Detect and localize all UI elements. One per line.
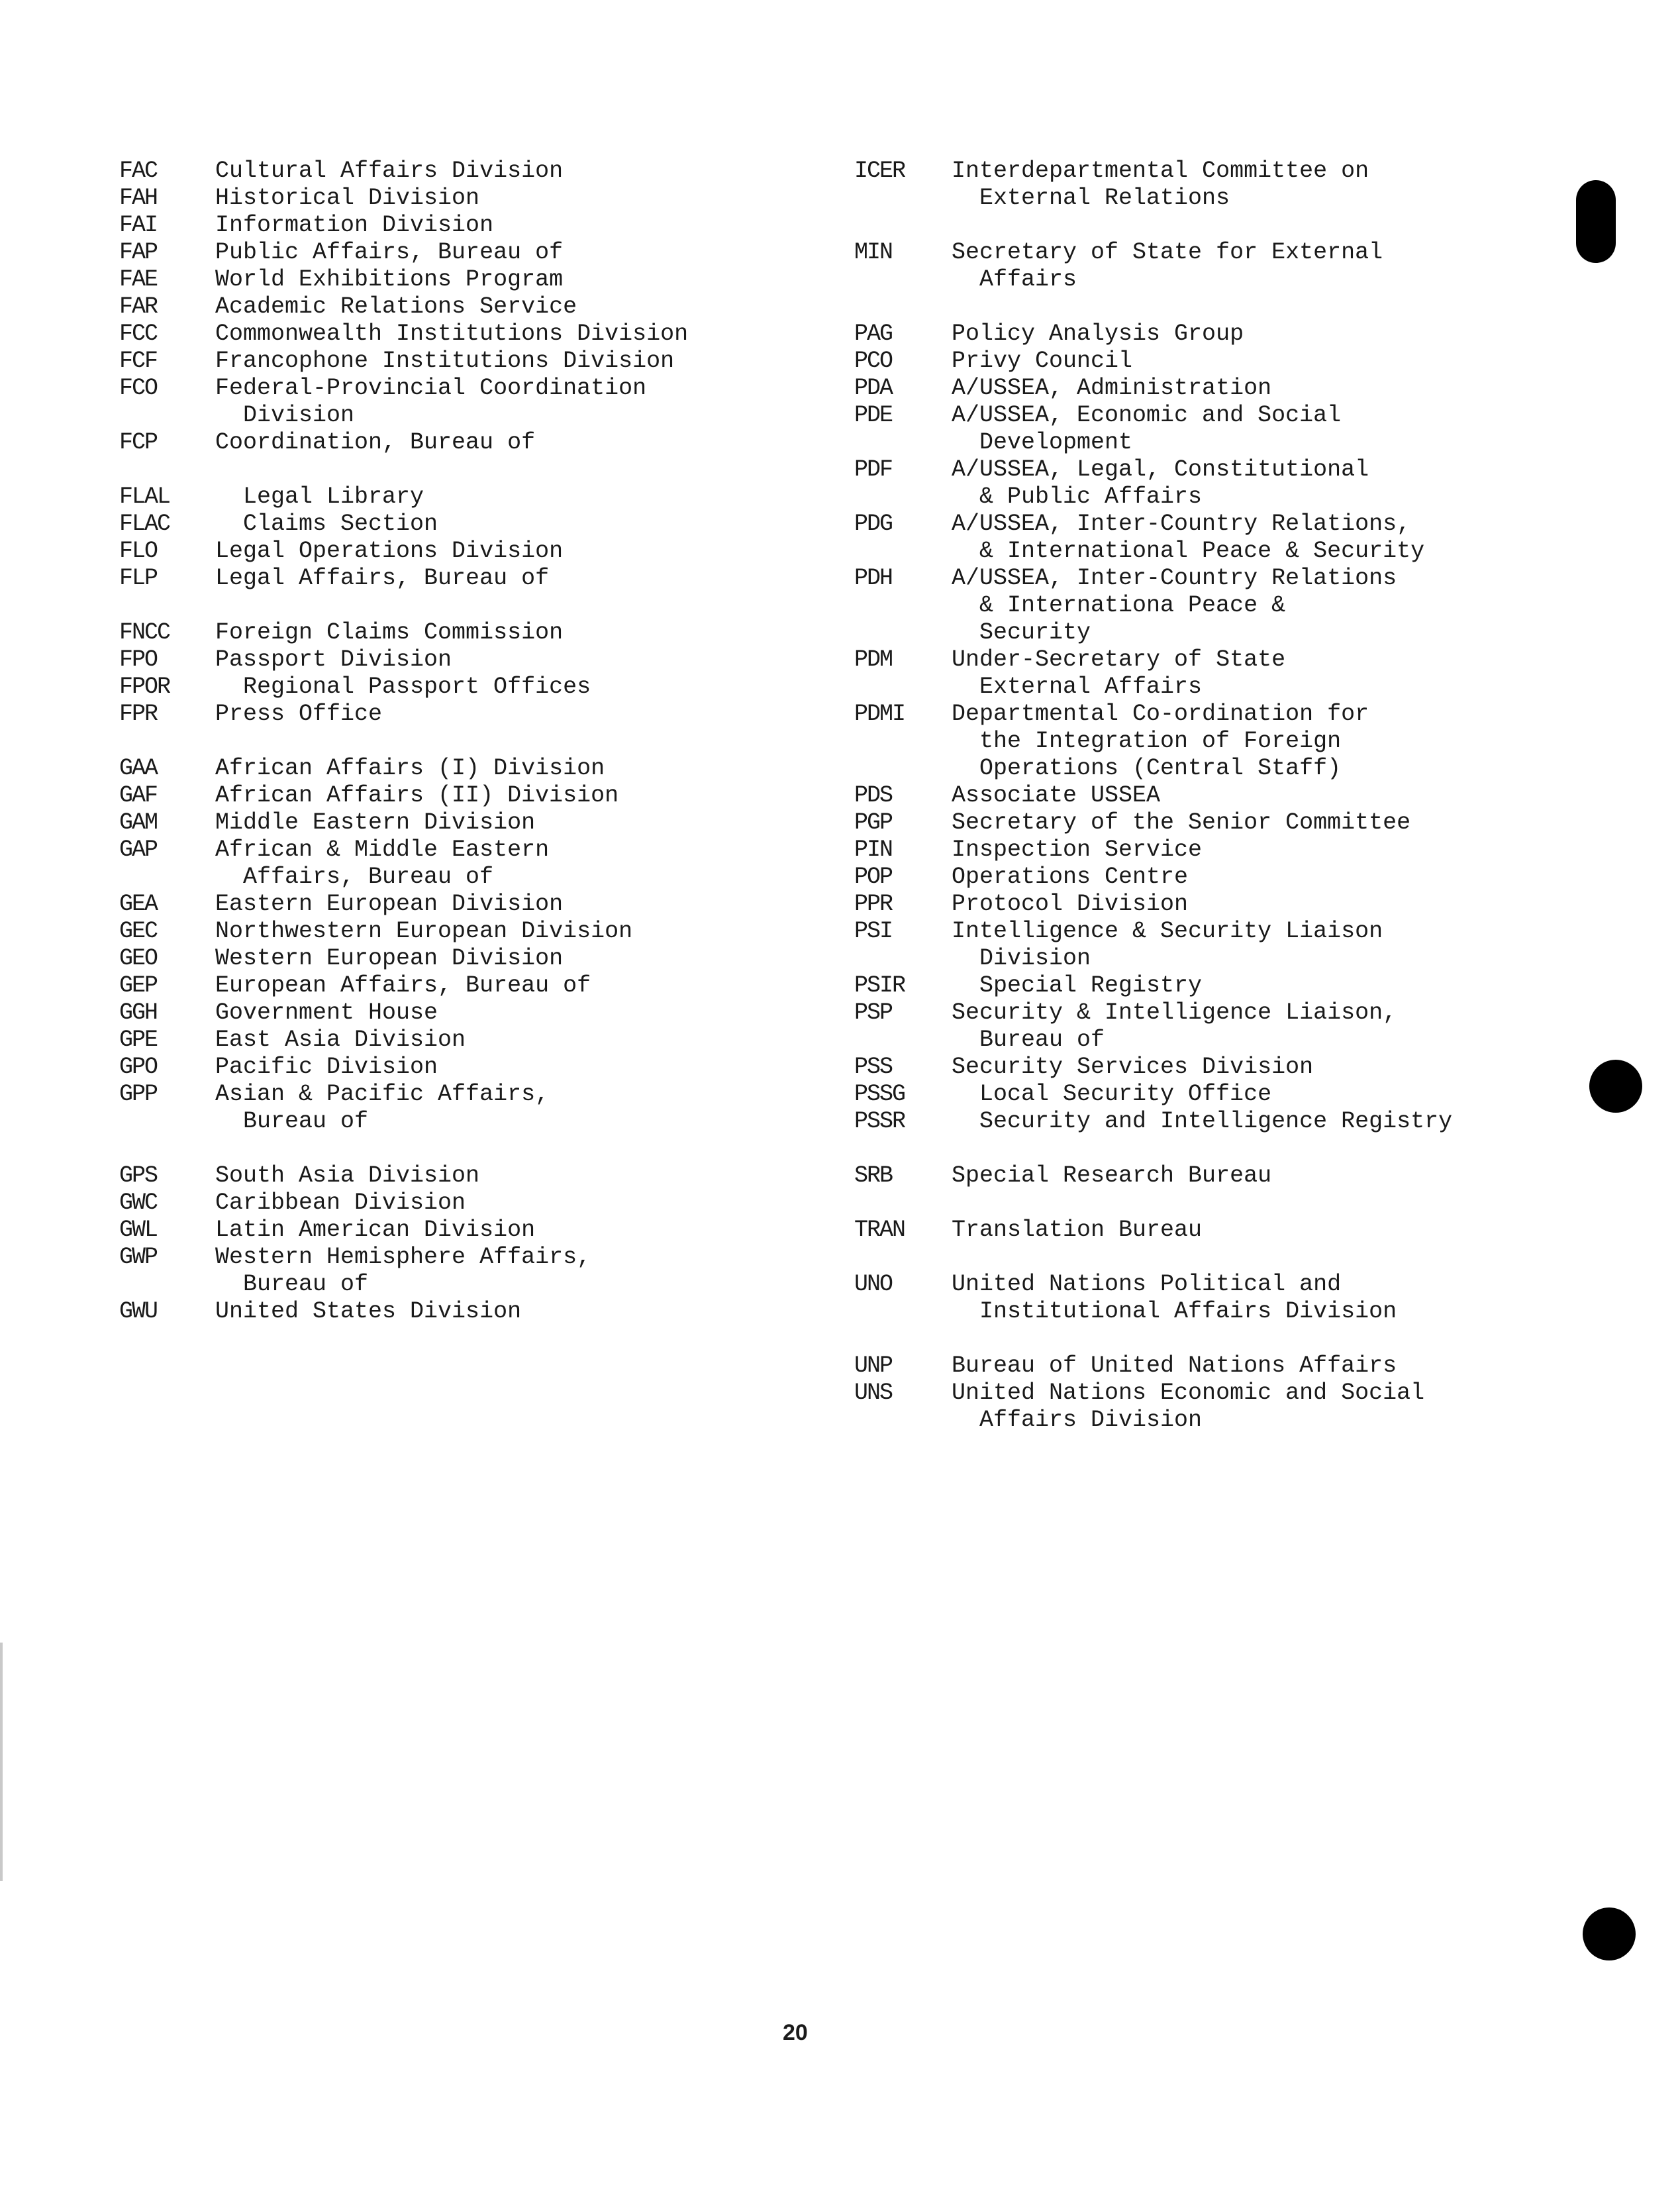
entry-row: [854, 646, 1516, 701]
entry-code: GAP: [119, 837, 158, 863]
entry-description-continuation: External Relations: [979, 185, 1230, 211]
entry-row: [854, 1352, 1516, 1380]
entry-code: FAI: [119, 212, 158, 238]
entry-code: FAR: [119, 293, 158, 320]
entry-code: GAA: [119, 755, 158, 782]
entry-row: [854, 1108, 1516, 1135]
entry-code: GAM: [119, 809, 158, 836]
entry-description-line: Operations Centre: [952, 864, 1189, 890]
entry-code: PSSG: [854, 1081, 905, 1107]
entry-description: [215, 429, 781, 456]
entry-description: [215, 972, 781, 999]
entry-code: PCO: [854, 348, 893, 374]
entry-code: PDG: [854, 511, 893, 537]
entry-description: [952, 375, 1516, 402]
entry-description-continuation: Operations (Central Staff): [979, 755, 1342, 782]
entry-description-line: Interdepartmental Committee on: [952, 158, 1369, 184]
entry-code: PAG: [854, 321, 893, 347]
entry-row: [119, 266, 781, 293]
entry-description-line: A/USSEA, Legal, Constitutional: [952, 456, 1369, 483]
entry-description-line: Translation Bureau: [952, 1217, 1203, 1243]
entry-code: PSSR: [854, 1108, 905, 1135]
entry-code: GGH: [119, 999, 158, 1026]
entry-description: [215, 212, 781, 239]
punch-hole-top: [1576, 180, 1616, 263]
entry-code: PDH: [854, 565, 893, 591]
entry-description: [215, 375, 781, 429]
entry-row: [854, 1081, 1516, 1108]
entry-description-line: A/USSEA, Inter-Country Relations,: [952, 511, 1411, 537]
scan-margin-line: [0, 1643, 3, 1881]
entry-description: [215, 1298, 781, 1325]
entry-description-line: United Nations Political and: [952, 1271, 1342, 1297]
entry-description: [215, 1244, 781, 1298]
entry-row: [119, 185, 781, 212]
entry-description-line: Legal Library: [243, 483, 424, 510]
entry-description: [215, 321, 781, 348]
entry-description-line: United States Division: [215, 1298, 522, 1325]
entry-description: [952, 1217, 1516, 1244]
entry-row: [119, 674, 781, 701]
entry-description-continuation: & Internationa Peace &: [979, 592, 1286, 619]
entry-row: [119, 1244, 781, 1298]
entry-row: [119, 565, 781, 592]
entry-row: [119, 158, 781, 185]
entry-description: [952, 1380, 1516, 1434]
entry-description: [952, 999, 1516, 1054]
entry-code: GPP: [119, 1081, 158, 1107]
entry-code: PDF: [854, 456, 893, 483]
page-number: 20: [783, 2020, 808, 2045]
entry-row: [854, 782, 1516, 809]
entry-code: FAP: [119, 239, 158, 266]
entry-code: GEP: [119, 972, 158, 999]
entry-description-line: African & Middle Eastern: [215, 837, 550, 863]
entry-code: UNO: [854, 1271, 893, 1297]
entry-description: [952, 1108, 1516, 1135]
entry-row: [119, 1162, 781, 1190]
entry-description: [215, 755, 781, 782]
entry-description-line: A/USSEA, Economic and Social: [952, 402, 1342, 429]
entry-row: [854, 972, 1516, 999]
entry-code: PDMI: [854, 701, 905, 727]
entry-description-line: Latin American Division: [215, 1217, 536, 1243]
entry-description-line: Commonwealth Institutions Division: [215, 321, 689, 347]
entry-row: [854, 1054, 1516, 1081]
entry-description-line: Cultural Affairs Division: [215, 158, 564, 184]
entry-description: [215, 837, 781, 891]
entry-description: [215, 158, 781, 185]
entry-description-continuation: Division: [979, 945, 1091, 972]
entry-row: [119, 511, 781, 538]
entry-row: [119, 755, 781, 782]
entry-row: [854, 837, 1516, 864]
entry-description: [215, 239, 781, 266]
entry-description: [215, 293, 781, 321]
entry-code: FLAL: [119, 483, 170, 510]
entry-description-line: Northwestern European Division: [215, 918, 633, 944]
entry-description: [215, 538, 781, 565]
entry-code: GEC: [119, 918, 158, 944]
entry-description-line: United Nations Economic and Social: [952, 1380, 1425, 1406]
entry-description-line: Inspection Service: [952, 837, 1203, 863]
entry-description-line: European Affairs, Bureau of: [215, 972, 591, 999]
entry-description-line: Eastern European Division: [215, 891, 564, 917]
entry-description: [215, 891, 781, 918]
entry-description-line: Departmental Co-ordination for: [952, 701, 1369, 727]
entry-description: [215, 483, 781, 511]
entry-code: PDM: [854, 646, 893, 673]
entry-description-line: Francophone Institutions Division: [215, 348, 675, 374]
entry-description: [215, 945, 781, 972]
entry-code: TRAN: [854, 1217, 905, 1243]
entry-description: [215, 782, 781, 809]
entry-description: [215, 1217, 781, 1244]
entry-row: [119, 321, 781, 348]
entry-description-line: Secretary of the Senior Committee: [952, 809, 1411, 836]
entry-row: [854, 891, 1516, 918]
entry-row: [119, 212, 781, 239]
entry-code: PIN: [854, 837, 893, 863]
entry-description: [215, 266, 781, 293]
entry-code: GAF: [119, 782, 158, 809]
entry-code: PDA: [854, 375, 893, 401]
entry-description-line: A/USSEA, Inter-Country Relations: [952, 565, 1397, 591]
entry-description-line: East Asia Division: [215, 1027, 466, 1053]
entry-description: [215, 674, 781, 701]
entry-description-line: Public Affairs, Bureau of: [215, 239, 564, 266]
entry-description-line: Under-Secretary of State: [952, 646, 1286, 673]
entry-code: PDE: [854, 402, 893, 429]
entry-row: [119, 1190, 781, 1217]
entry-description-line: Press Office: [215, 701, 383, 727]
entry-row: [854, 239, 1516, 293]
entry-description: [215, 1054, 781, 1081]
entry-row: [854, 1380, 1516, 1434]
entry-description-continuation: Affairs, Bureau of: [243, 864, 494, 890]
entry-description: [215, 565, 781, 592]
entry-description: [952, 511, 1516, 565]
entry-description-line: Information Division: [215, 212, 494, 238]
entry-row: [854, 375, 1516, 402]
entry-description: [215, 646, 781, 674]
entry-row: [854, 565, 1516, 646]
entry-description: [215, 809, 781, 837]
entry-description-continuation: Development: [979, 429, 1133, 456]
entry-description: [215, 619, 781, 646]
entry-row: [119, 1027, 781, 1054]
entry-code: PSP: [854, 999, 893, 1026]
entry-row: [854, 809, 1516, 837]
entry-row: [854, 321, 1516, 348]
entry-code: FCC: [119, 321, 158, 347]
entry-row: [119, 701, 781, 728]
entry-description-line: Security & Intelligence Liaison,: [952, 999, 1397, 1026]
entry-code: FCO: [119, 375, 158, 401]
entry-row: [854, 158, 1516, 212]
entry-description-line: Protocol Division: [952, 891, 1189, 917]
entry-description-line: Intelligence & Security Liaison: [952, 918, 1383, 944]
entry-description-continuation: Affairs: [979, 266, 1077, 293]
entry-description-line: Asian & Pacific Affairs,: [215, 1081, 550, 1107]
entry-code: GWP: [119, 1244, 158, 1270]
entry-description-line: Caribbean Division: [215, 1190, 466, 1216]
entry-description-line: Regional Passport Offices: [243, 674, 591, 700]
entry-description: [215, 1190, 781, 1217]
entry-description-continuation: Bureau of: [243, 1108, 369, 1135]
entry-row: [854, 1271, 1516, 1325]
entry-row: [854, 402, 1516, 456]
entry-row: [854, 1162, 1516, 1190]
entry-row: [119, 945, 781, 972]
entry-description-line: Western European Division: [215, 945, 564, 972]
entry-description: [215, 701, 781, 728]
entry-description-continuation: External Affairs: [979, 674, 1203, 700]
entry-code: GWC: [119, 1190, 158, 1216]
entry-description: [952, 239, 1516, 293]
entry-description-continuation: Security: [979, 619, 1091, 646]
entry-row: [119, 293, 781, 321]
entry-description: [215, 348, 781, 375]
entry-description-line: Security and Intelligence Registry: [979, 1108, 1453, 1135]
entry-row: [119, 1298, 781, 1325]
entry-code: FLP: [119, 565, 158, 591]
entry-description-line: Foreign Claims Commission: [215, 619, 564, 646]
entry-description-line: A/USSEA, Administration: [952, 375, 1272, 401]
entry-description: [952, 891, 1516, 918]
entry-description: [952, 1054, 1516, 1081]
entry-description: [215, 1081, 781, 1135]
entry-row: [119, 891, 781, 918]
entry-code: GWU: [119, 1298, 158, 1325]
entry-description: [952, 701, 1516, 782]
entry-code: UNS: [854, 1380, 893, 1406]
entry-description-line: World Exhibitions Program: [215, 266, 564, 293]
entry-description-line: Legal Affairs, Bureau of: [215, 565, 550, 591]
right-column: [854, 158, 1516, 1434]
entry-row: [854, 864, 1516, 891]
entry-description-line: Pacific Division: [215, 1054, 438, 1080]
entry-code: FNCC: [119, 619, 170, 646]
entry-description: [952, 1162, 1516, 1190]
entry-row: [119, 809, 781, 837]
entry-code: FLAC: [119, 511, 170, 537]
entry-description-line: Passport Division: [215, 646, 452, 673]
entry-description-line: Policy Analysis Group: [952, 321, 1244, 347]
entry-description-line: Secretary of State for External: [952, 239, 1383, 266]
entry-description-continuation: Affairs Division: [979, 1407, 1203, 1433]
entry-description-line: Government House: [215, 999, 438, 1026]
entry-description-line: Security Services Division: [952, 1054, 1314, 1080]
entry-description: [952, 158, 1516, 212]
entry-row: [854, 456, 1516, 511]
entry-description-line: Western Hemisphere Affairs,: [215, 1244, 591, 1270]
entry-code: FCP: [119, 429, 158, 456]
entry-description: [952, 837, 1516, 864]
entry-code: FPOR: [119, 674, 170, 700]
entry-row: [119, 239, 781, 266]
entry-row: [854, 999, 1516, 1054]
entry-description: [952, 782, 1516, 809]
entry-code: FPO: [119, 646, 158, 673]
entry-code: FAE: [119, 266, 158, 293]
entry-code: GPO: [119, 1054, 158, 1080]
entry-row: [854, 511, 1516, 565]
entry-description-line: Associate USSEA: [952, 782, 1161, 809]
entry-row: [119, 646, 781, 674]
entry-code: PSIR: [854, 972, 905, 999]
entry-description: [952, 864, 1516, 891]
entry-code: GPS: [119, 1162, 158, 1189]
entry-description-line: Federal-Provincial Coordination: [215, 375, 647, 401]
entry-row: [119, 837, 781, 891]
entry-description-continuation: & Public Affairs: [979, 483, 1203, 510]
entry-description: [215, 511, 781, 538]
entry-code: FAH: [119, 185, 158, 211]
entry-row: [119, 538, 781, 565]
entry-row: [119, 972, 781, 999]
entry-description: [952, 321, 1516, 348]
entry-description: [952, 1271, 1516, 1325]
entry-description-line: Special Registry: [979, 972, 1203, 999]
entry-description: [215, 918, 781, 945]
entry-row: [119, 1081, 781, 1135]
entry-description-line: Middle Eastern Division: [215, 809, 536, 836]
entry-description-continuation: Bureau of: [979, 1027, 1105, 1053]
entry-description: [215, 1027, 781, 1054]
entry-description-line: Special Research Bureau: [952, 1162, 1272, 1189]
entry-row: [119, 429, 781, 456]
entry-code: PSI: [854, 918, 893, 944]
entry-code: PDS: [854, 782, 893, 809]
entry-row: [119, 999, 781, 1027]
entry-row: [119, 918, 781, 945]
entry-description-line: Claims Section: [243, 511, 438, 537]
entry-description-line: African Affairs (II) Division: [215, 782, 619, 809]
entry-row: [119, 375, 781, 429]
entry-row: [854, 1217, 1516, 1244]
entry-code: POP: [854, 864, 893, 890]
entry-code: FCF: [119, 348, 158, 374]
entry-code: FAC: [119, 158, 158, 184]
entry-description-continuation: & International Peace & Security: [979, 538, 1425, 564]
entry-code: PPR: [854, 891, 893, 917]
entry-row: [119, 483, 781, 511]
entry-row: [854, 918, 1516, 972]
entry-description: [952, 1081, 1516, 1108]
entry-description-continuation: Bureau of: [243, 1271, 369, 1297]
punch-hole-bottom: [1583, 1907, 1636, 1960]
entry-description: [952, 1352, 1516, 1380]
entry-description: [952, 918, 1516, 972]
entry-description-line: Bureau of United Nations Affairs: [952, 1352, 1397, 1379]
entry-description-line: Academic Relations Service: [215, 293, 577, 320]
entry-description-continuation: Institutional Affairs Division: [979, 1298, 1397, 1325]
entry-row: [119, 1054, 781, 1081]
entry-description-line: South Asia Division: [215, 1162, 480, 1189]
entry-code: FPR: [119, 701, 158, 727]
entry-code: MIN: [854, 239, 893, 266]
entry-row: [119, 348, 781, 375]
entry-description-line: Historical Division: [215, 185, 480, 211]
entry-description: [215, 1162, 781, 1190]
entry-description-line: Coordination, Bureau of: [215, 429, 536, 456]
entry-description: [215, 999, 781, 1027]
entry-description: [952, 565, 1516, 646]
entry-code: GEA: [119, 891, 158, 917]
entry-description-line: Local Security Office: [979, 1081, 1272, 1107]
entry-description-line: African Affairs (I) Division: [215, 755, 605, 782]
entry-row: [119, 1217, 781, 1244]
entry-code: PGP: [854, 809, 893, 836]
entry-code: GEO: [119, 945, 158, 972]
entry-description: [952, 456, 1516, 511]
entry-code: GWL: [119, 1217, 158, 1243]
entry-row: [854, 348, 1516, 375]
entry-code: UNP: [854, 1352, 893, 1379]
entry-code: ICER: [854, 158, 905, 184]
entry-code: PSS: [854, 1054, 893, 1080]
entry-description: [952, 646, 1516, 701]
left-column: [119, 158, 781, 1325]
entry-description-line: Legal Operations Division: [215, 538, 564, 564]
entry-row: [119, 782, 781, 809]
entry-description: [952, 972, 1516, 999]
entry-code: GPE: [119, 1027, 158, 1053]
entry-description: [952, 402, 1516, 456]
entry-description: [952, 348, 1516, 375]
entry-row: [854, 701, 1516, 782]
entry-description: [215, 185, 781, 212]
entry-description: [952, 809, 1516, 837]
entry-code: FLO: [119, 538, 158, 564]
entry-description-continuation: the Integration of Foreign: [979, 728, 1342, 754]
entry-description-continuation: Division: [243, 402, 355, 429]
entry-code: SRB: [854, 1162, 893, 1189]
punch-hole-middle: [1589, 1060, 1642, 1113]
entry-description-line: Privy Council: [952, 348, 1133, 374]
entry-row: [119, 619, 781, 646]
